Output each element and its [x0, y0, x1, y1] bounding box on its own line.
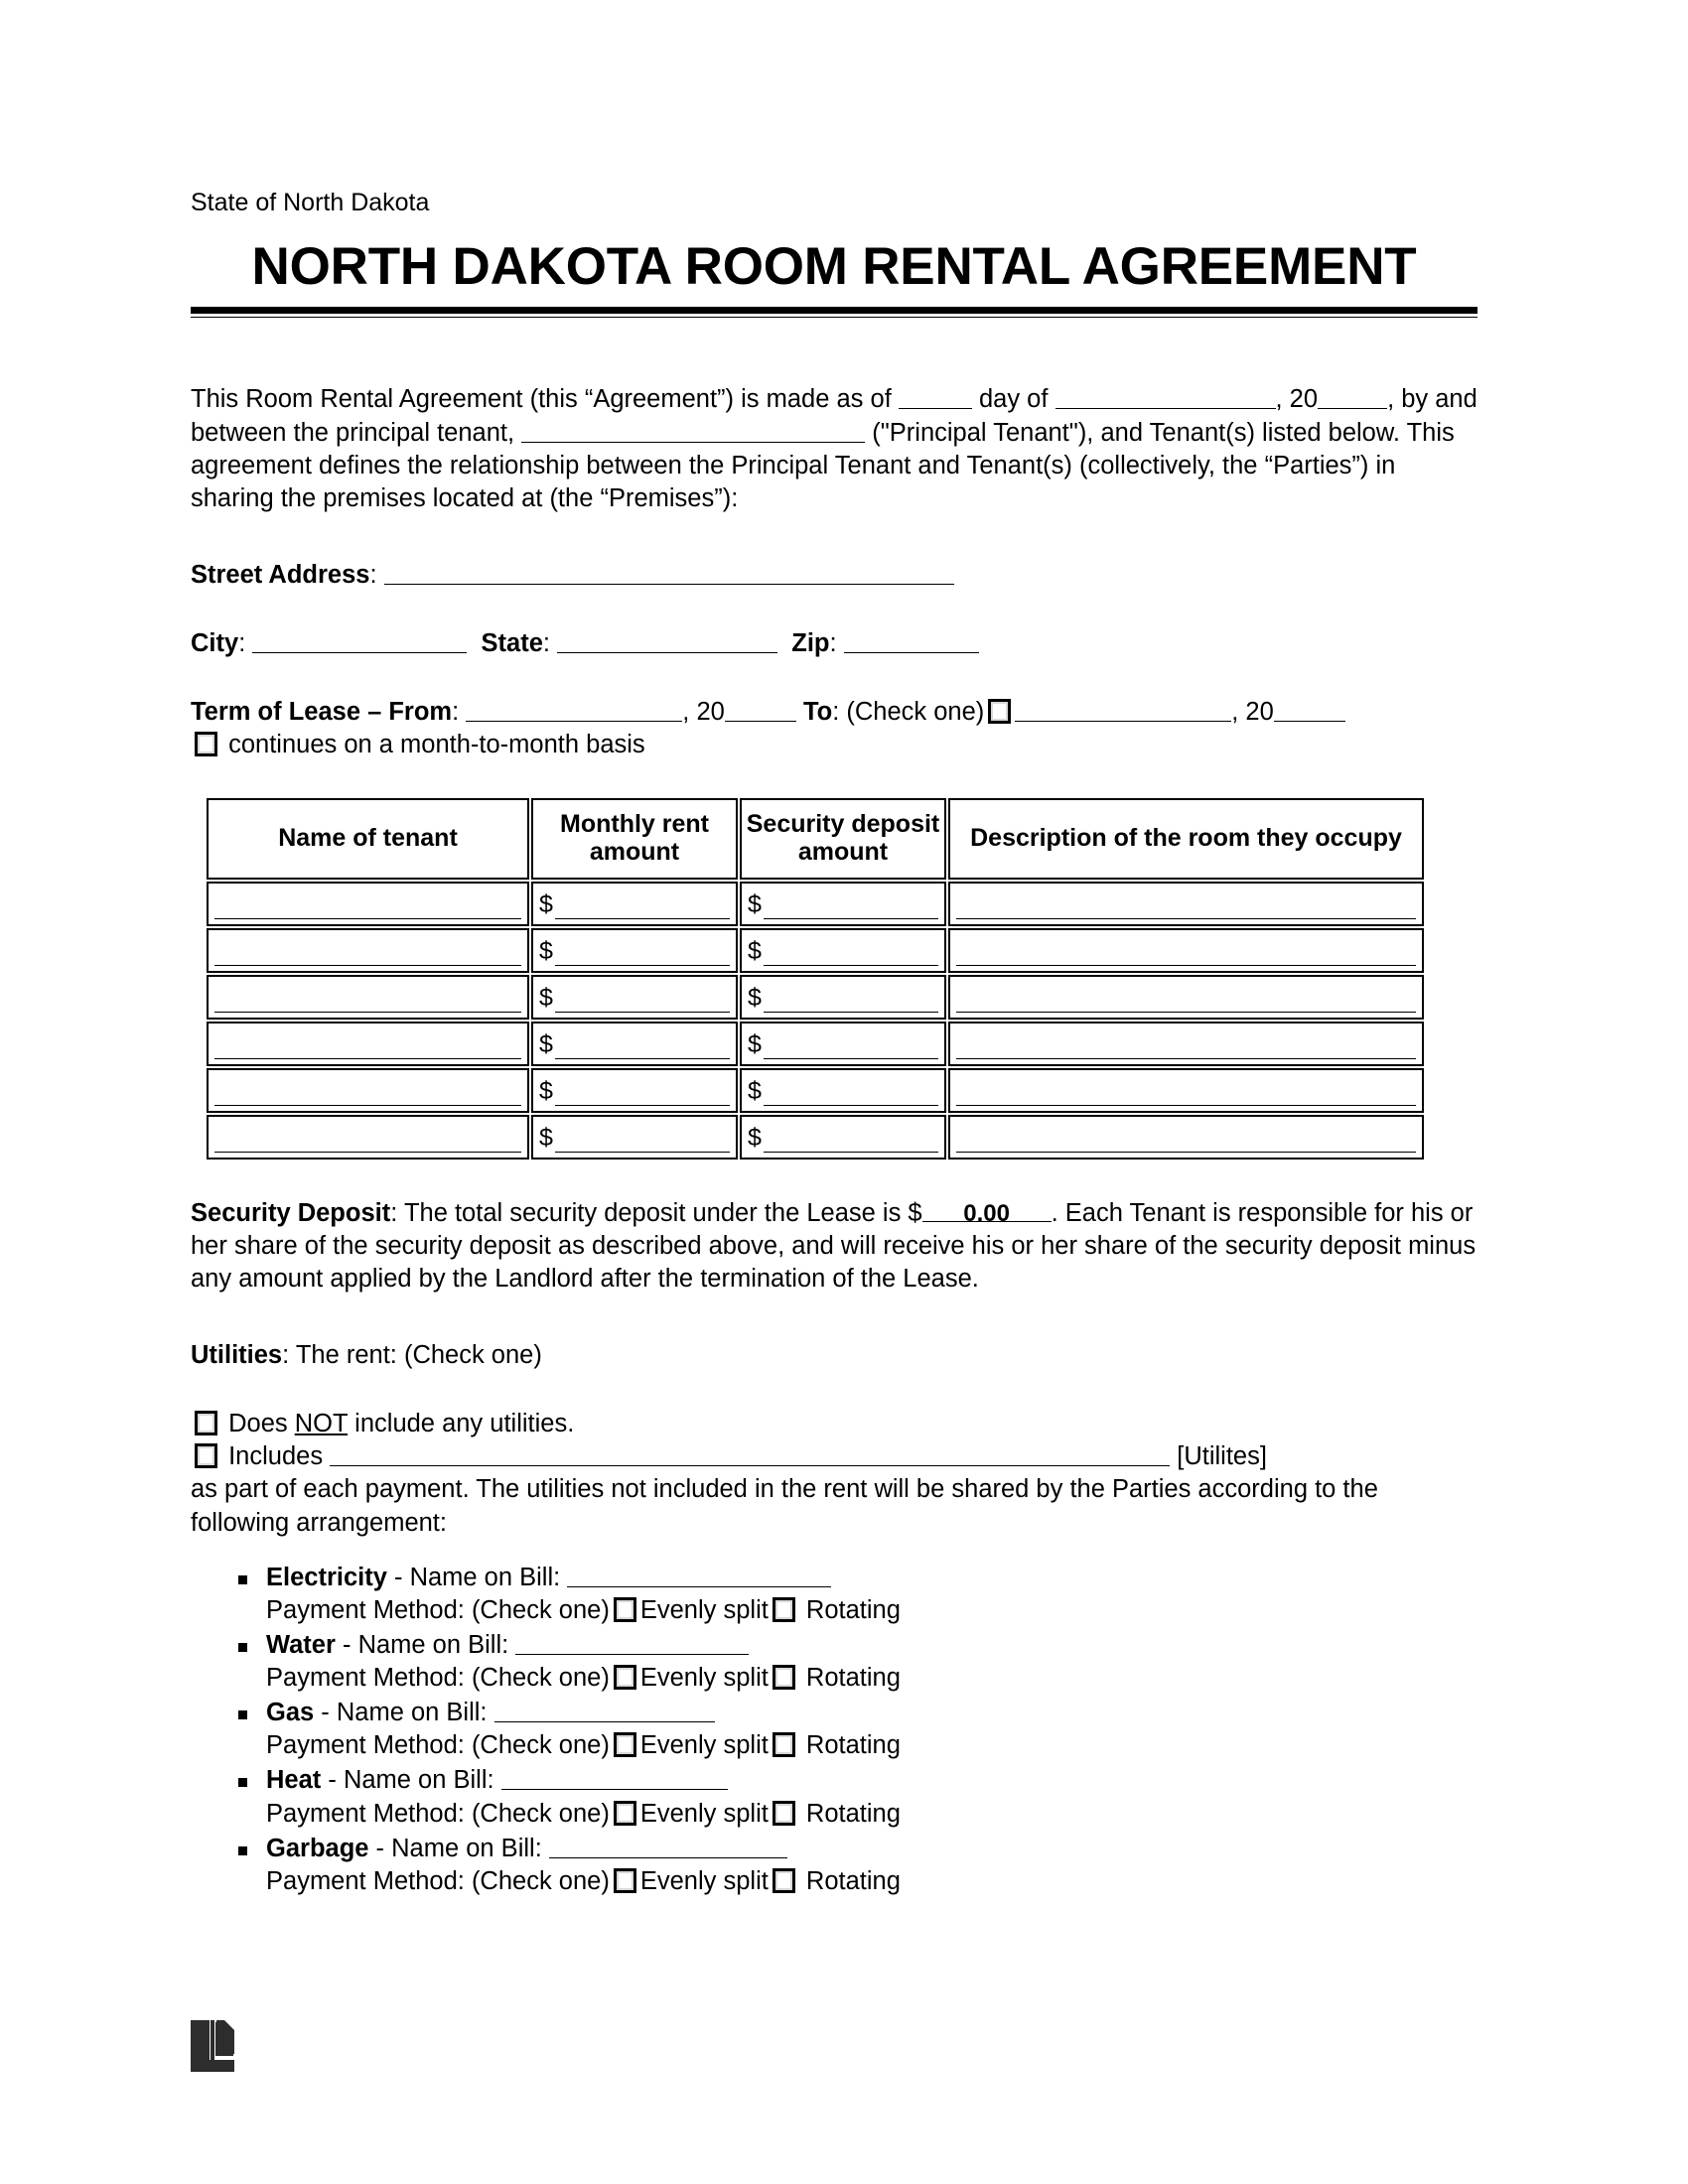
name-on-bill-label: - Name on Bill:	[321, 1766, 501, 1795]
term-comma-year-2: , 20	[1231, 698, 1274, 727]
rotating-checkbox[interactable]	[773, 1597, 795, 1622]
cell-tenant-name[interactable]	[207, 975, 529, 1020]
intro-text-e: ("Principal Tenant"), and Tenant(s) listed below. This agreement defines the relationship between the Principal Tenant and Tenant(s) (collectively, the “Parties”) in sharing the premises located at (the “Premises”):	[191, 418, 1455, 512]
utilities-option-includes	[191, 1440, 1477, 1539]
legal-templates-logo	[191, 2020, 234, 2072]
column-header-rent: Monthly rent amount	[531, 798, 738, 880]
utilities-not-text-a: Does	[228, 1410, 295, 1438]
dollar-sign: $	[539, 983, 553, 1012]
evenly-split-checkbox[interactable]	[614, 1801, 636, 1826]
dollar-sign: $	[539, 1076, 553, 1105]
monthly-rent-input[interactable]	[555, 891, 730, 919]
payment-method-row	[266, 1865, 1477, 1898]
security-deposit-input[interactable]	[764, 1031, 938, 1059]
name-on-bill-label: - Name on Bill:	[368, 1834, 549, 1862]
name-on-bill-input[interactable]	[501, 1764, 728, 1790]
month-blank[interactable]	[1055, 383, 1276, 409]
cell-room-description[interactable]	[948, 975, 1424, 1020]
name-on-bill-label: - Name on Bill:	[314, 1699, 494, 1727]
city-state-zip-row	[191, 627, 1477, 660]
dollar-sign: $	[539, 1029, 553, 1058]
term-of-lease-row	[191, 696, 1477, 761]
dollar-sign: $	[748, 983, 762, 1012]
tenant-name-input[interactable]	[214, 1123, 521, 1153]
payment-method-label: Payment Method: (Check one)	[266, 1731, 610, 1760]
utilities-list	[191, 1562, 1477, 1898]
room-description-input[interactable]	[956, 1123, 1416, 1153]
cell-security-deposit[interactable]	[740, 928, 946, 973]
security-deposit-input[interactable]	[764, 1078, 938, 1106]
spacer	[191, 1372, 1477, 1408]
cell-tenant-name[interactable]	[207, 1068, 529, 1113]
utilities-tag: [Utilites]	[1177, 1442, 1267, 1471]
name-on-bill-input[interactable]	[494, 1697, 715, 1722]
monthly-rent-input[interactable]	[555, 1031, 730, 1059]
security-deposit-text-b: . Each Tenant is responsible for his or her share of the security deposit as described above, and will receive his or her share of the security deposit minus any amount applied by the Landlord after the termination of the Lease.	[191, 1198, 1477, 1293]
page-title: NORTH DAKOTA ROOM RENTAL AGREEMENT	[251, 236, 1417, 296]
document-content	[191, 189, 1477, 1900]
cell-tenant-name[interactable]	[207, 1022, 529, 1066]
utility-name: Heat	[266, 1766, 322, 1795]
name-on-bill-input[interactable]	[515, 1629, 749, 1655]
evenly-split-label: Evenly split	[639, 1595, 769, 1624]
list-item	[266, 1629, 1477, 1695]
cell-monthly-rent[interactable]	[531, 882, 738, 926]
term-to-year-input[interactable]	[1274, 696, 1345, 722]
table-row	[207, 975, 1424, 1020]
payment-method-label: Payment Method: (Check one)	[266, 1799, 610, 1828]
dollar-sign: $	[748, 1076, 762, 1105]
table-row	[207, 882, 1424, 926]
payment-method-label: Payment Method: (Check one)	[266, 1595, 610, 1624]
dollar-sign: $	[539, 889, 553, 918]
utilities-not-emphasis: NOT	[294, 1410, 349, 1438]
intro-text-d: , by and between the principal tenant,	[191, 385, 1477, 447]
year-blank[interactable]	[1318, 383, 1387, 409]
evenly-split-checkbox[interactable]	[614, 1665, 636, 1690]
evenly-split-label: Evenly split	[639, 1664, 769, 1693]
rotating-checkbox[interactable]	[773, 1665, 795, 1690]
room-description-input[interactable]	[956, 983, 1416, 1013]
cell-tenant-name[interactable]	[207, 1115, 529, 1160]
term-to-label: To	[802, 698, 833, 727]
cell-security-deposit[interactable]	[740, 882, 946, 926]
security-deposit-input[interactable]	[764, 985, 938, 1013]
intro-text-c: , 20	[1275, 385, 1319, 414]
utilities-not-text-c: include any utilities.	[348, 1410, 575, 1438]
street-address-row	[191, 559, 1477, 592]
rotating-label: Rotating	[798, 1799, 901, 1828]
principal-tenant-blank[interactable]	[521, 417, 865, 443]
cell-monthly-rent[interactable]	[531, 1022, 738, 1066]
rotating-checkbox[interactable]	[773, 1801, 795, 1826]
name-on-bill-input[interactable]	[567, 1562, 831, 1587]
security-deposit-text-a: : The total security deposit under the Lease is $	[390, 1198, 922, 1227]
street-address-label: Street Address	[191, 560, 370, 589]
column-header-deposit: Security deposit amount	[740, 798, 946, 880]
rotating-label: Rotating	[798, 1664, 901, 1693]
colon-5: :	[452, 698, 460, 727]
spacer	[191, 515, 1477, 559]
utility-name: Electricity	[266, 1563, 387, 1591]
evenly-split-checkbox[interactable]	[614, 1732, 636, 1757]
payment-method-label: Payment Method: (Check one)	[266, 1664, 610, 1693]
room-description-input[interactable]	[956, 889, 1416, 919]
cell-monthly-rent[interactable]	[531, 975, 738, 1020]
term-to-date-checkbox[interactable]	[988, 699, 1011, 724]
payment-method-row	[266, 1798, 1477, 1831]
dollar-sign: $	[539, 936, 553, 965]
state-input[interactable]	[557, 627, 777, 653]
cell-room-description[interactable]	[948, 1115, 1424, 1160]
security-deposit-amount[interactable]: 0.00	[922, 1198, 1052, 1222]
zip-input[interactable]	[844, 627, 979, 653]
title-divider	[191, 307, 1477, 318]
security-deposit-input[interactable]	[764, 891, 938, 919]
monthly-rent-input[interactable]	[555, 938, 730, 966]
cell-room-description[interactable]	[948, 882, 1424, 926]
monthly-rent-input[interactable]	[555, 1078, 730, 1106]
tenant-table-head	[207, 798, 1424, 880]
evenly-split-label: Evenly split	[639, 1731, 769, 1760]
dollar-sign: $	[748, 936, 762, 965]
security-deposit-paragraph	[191, 1197, 1477, 1296]
colon-2: :	[238, 629, 246, 658]
table-row	[207, 1068, 1424, 1113]
rotating-checkbox[interactable]	[773, 1868, 795, 1893]
cell-security-deposit[interactable]	[740, 975, 946, 1020]
dollar-sign: $	[748, 889, 762, 918]
intro-text-a: This Room Rental Agreement (this “Agreement”) is made as of	[191, 385, 899, 414]
term-check-one: : (Check one)	[832, 698, 985, 727]
room-description-input[interactable]	[956, 936, 1416, 966]
state-label: State	[481, 629, 543, 658]
list-item	[266, 1562, 1477, 1627]
intro-text-b: day of	[971, 385, 1055, 414]
cell-monthly-rent[interactable]	[531, 1068, 738, 1113]
cell-room-description[interactable]	[948, 928, 1424, 973]
cell-room-description[interactable]	[948, 1068, 1424, 1113]
street-address-input[interactable]	[384, 559, 954, 585]
intro-paragraph	[191, 383, 1477, 515]
cell-security-deposit[interactable]	[740, 1022, 946, 1066]
payment-method-row	[266, 1662, 1477, 1695]
security-deposit-input[interactable]	[764, 938, 938, 966]
evenly-split-checkbox[interactable]	[614, 1868, 636, 1893]
evenly-split-checkbox[interactable]	[614, 1597, 636, 1622]
logo-icon	[191, 2020, 234, 2072]
tenant-name-input[interactable]	[214, 889, 521, 919]
utility-name: Garbage	[266, 1834, 369, 1862]
rotating-label: Rotating	[798, 1595, 901, 1624]
column-header-name: Name of tenant	[207, 798, 529, 880]
spacer	[191, 1296, 1477, 1339]
payment-method-row	[266, 1729, 1477, 1762]
table-header-row	[207, 798, 1424, 880]
cell-tenant-name[interactable]	[207, 882, 529, 926]
room-description-input[interactable]	[956, 1076, 1416, 1106]
utilities-option-not-include	[191, 1408, 1477, 1440]
evenly-split-label: Evenly split	[639, 1799, 769, 1828]
spacer	[191, 1161, 1477, 1197]
list-item	[266, 1697, 1477, 1762]
tenant-name-input[interactable]	[214, 936, 521, 966]
tenant-name-input[interactable]	[214, 983, 521, 1013]
utility-name: Water	[266, 1630, 336, 1659]
rotating-label: Rotating	[798, 1866, 901, 1895]
security-deposit-label: Security Deposit	[191, 1198, 391, 1227]
term-to-date-input[interactable]	[1015, 696, 1231, 722]
monthly-rent-input[interactable]	[555, 985, 730, 1013]
payment-method-label: Payment Method: (Check one)	[266, 1866, 610, 1895]
column-header-description: Description of the room they occupy	[948, 798, 1424, 880]
cell-security-deposit[interactable]	[740, 1115, 946, 1160]
tenant-name-input[interactable]	[214, 1076, 521, 1106]
monthly-rent-input[interactable]	[555, 1125, 730, 1153]
term-comma-year-1: , 20	[682, 698, 725, 727]
evenly-split-label: Evenly split	[639, 1866, 769, 1895]
term-of-lease-label: Term of Lease – From	[191, 698, 453, 727]
payment-method-row	[266, 1594, 1477, 1627]
utilities-not-include-checkbox[interactable]	[195, 1411, 217, 1435]
tenant-name-input[interactable]	[214, 1029, 521, 1059]
table-row	[207, 928, 1424, 973]
name-on-bill-label: - Name on Bill:	[386, 1563, 568, 1591]
rotating-checkbox[interactable]	[773, 1732, 795, 1757]
city-label: City	[191, 629, 239, 658]
zip-label: Zip	[791, 629, 830, 658]
name-on-bill-label: - Name on Bill:	[335, 1630, 516, 1659]
utilities-includes-checkbox[interactable]	[195, 1443, 217, 1468]
list-item	[266, 1833, 1477, 1898]
state-line: State of North Dakota	[191, 189, 430, 216]
term-from-date-input[interactable]	[466, 696, 682, 722]
cell-security-deposit[interactable]	[740, 1068, 946, 1113]
dollar-sign: $	[539, 1123, 553, 1152]
dollar-sign: $	[748, 1029, 762, 1058]
colon-3: :	[542, 629, 550, 658]
tenant-table	[205, 796, 1426, 1161]
name-on-bill-input[interactable]	[549, 1833, 787, 1858]
list-item	[266, 1764, 1477, 1830]
security-deposit-input[interactable]	[764, 1125, 938, 1153]
utilities-label: Utilities	[191, 1340, 283, 1369]
day-blank[interactable]	[899, 383, 972, 409]
spacer	[191, 318, 1477, 353]
spacer	[191, 660, 1477, 696]
colon-1: :	[369, 560, 377, 589]
table-row	[207, 1115, 1424, 1160]
dollar-sign: $	[748, 1123, 762, 1152]
utilities-heading	[191, 1339, 1477, 1372]
colon-4: :	[829, 629, 837, 658]
cell-tenant-name[interactable]	[207, 928, 529, 973]
utilities-includes-label: Includes	[228, 1442, 324, 1471]
utilities-trailing-text: as part of each payment. The utilities not included in the rent will be shared by the Parties according to the following arrangement:	[191, 1475, 1378, 1537]
cell-monthly-rent[interactable]	[531, 928, 738, 973]
table-row	[207, 1022, 1424, 1066]
cell-monthly-rent[interactable]	[531, 1115, 738, 1160]
cell-room-description[interactable]	[948, 1022, 1424, 1066]
month-to-month-label: continues on a month-to-month basis	[228, 731, 645, 759]
term-from-year-input[interactable]	[725, 696, 796, 722]
city-input[interactable]	[252, 627, 467, 653]
month-to-month-checkbox[interactable]	[195, 732, 217, 756]
spacer	[191, 592, 1477, 627]
utilities-heading-rest: : The rent: (Check one)	[282, 1340, 542, 1369]
tenant-table-body	[207, 882, 1424, 1160]
utility-name: Gas	[266, 1699, 315, 1727]
rotating-label: Rotating	[798, 1731, 901, 1760]
utilities-includes-input[interactable]	[330, 1440, 1170, 1466]
room-description-input[interactable]	[956, 1029, 1416, 1059]
